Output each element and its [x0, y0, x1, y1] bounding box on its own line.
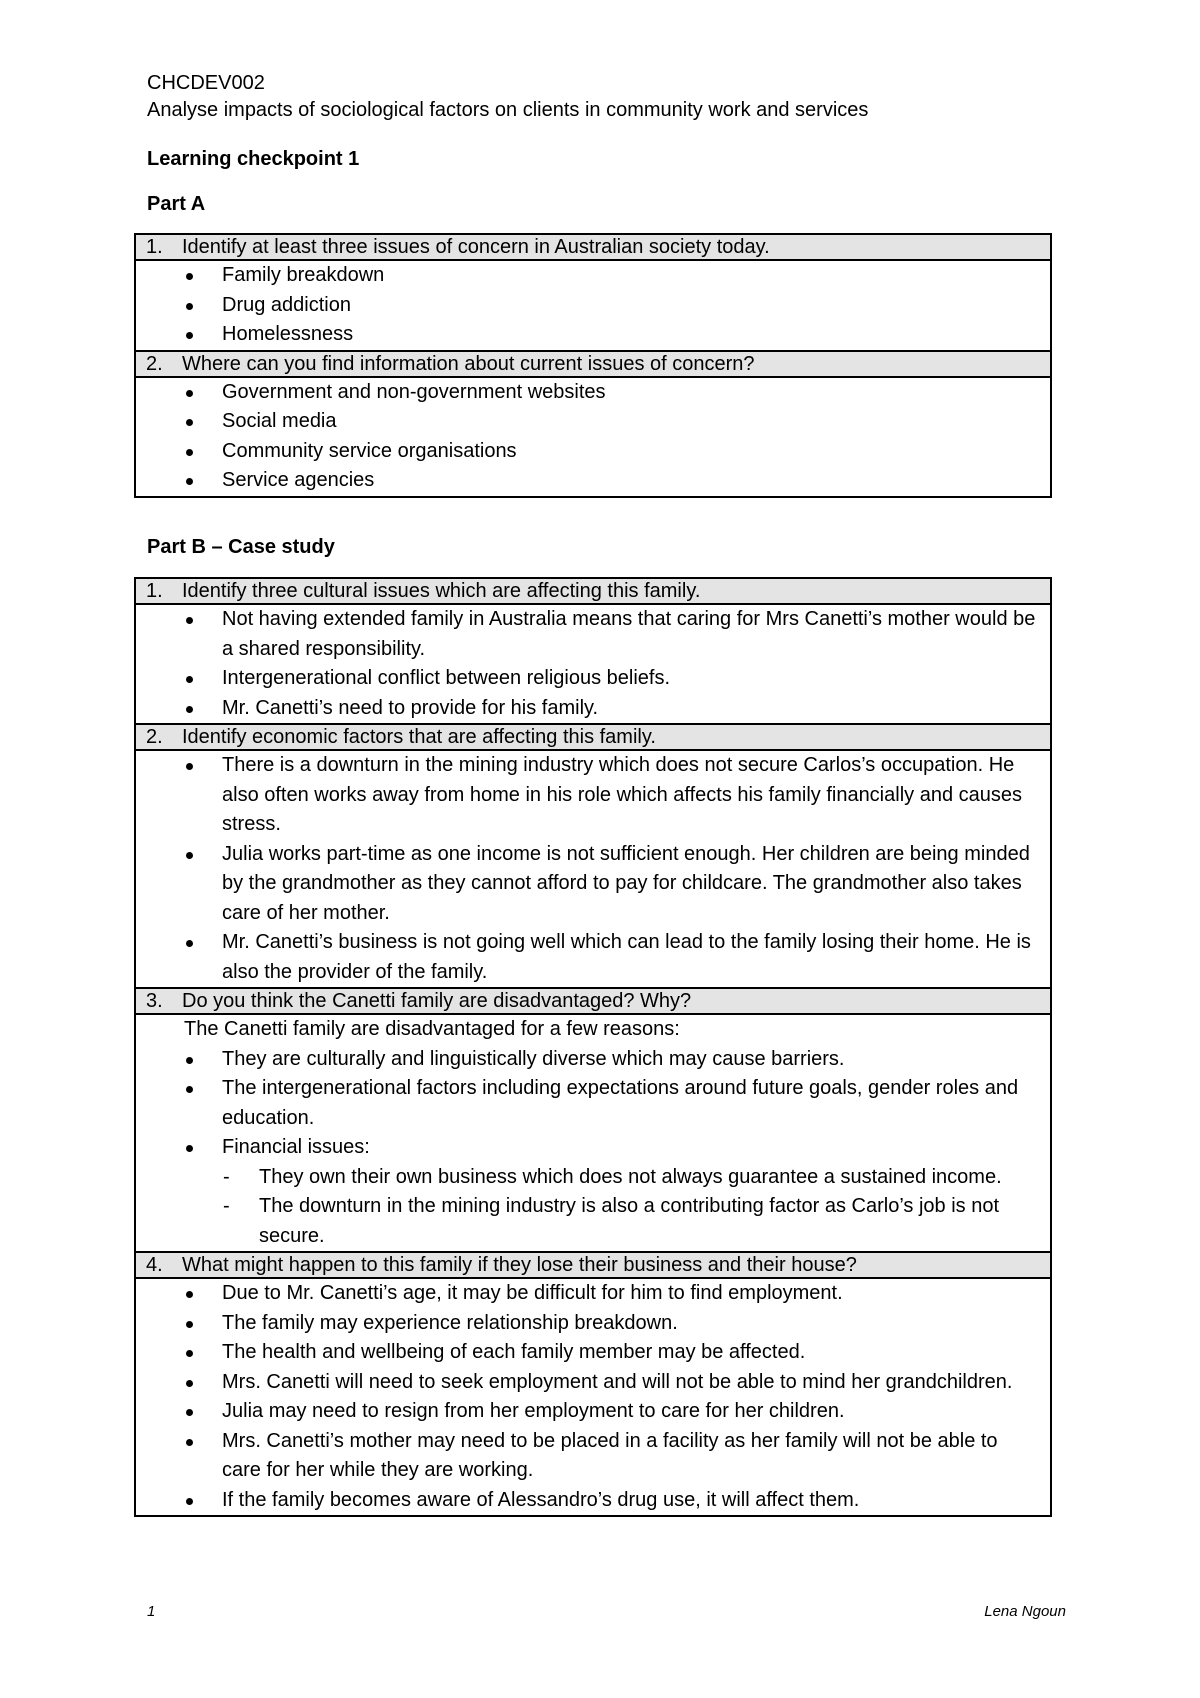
list-item: Service agencies	[222, 466, 1036, 496]
list-item: If the family becomes aware of Alessandro’s drug use, it will affect them.	[222, 1486, 1036, 1516]
list-item: Mrs. Canetti will need to seek employment and will not be able to mind her grandchildren.	[222, 1368, 1036, 1398]
list-item: Intergenerational conflict between religious beliefs.	[222, 664, 1036, 694]
list-item: Julia may need to resign from her employment to care for her children.	[222, 1397, 1036, 1427]
list-item: Due to Mr. Canetti’s age, it may be difficult for him to find employment.	[222, 1279, 1036, 1309]
answer-cell	[135, 260, 1051, 351]
answer-cell	[135, 377, 1051, 497]
answer-list	[146, 751, 1050, 987]
sub-list	[222, 1163, 1036, 1252]
answer-list	[146, 605, 1050, 723]
list-item: Community service organisations	[222, 437, 1036, 467]
question-text: What might happen to this family if they lose their business and their house?	[182, 1254, 857, 1276]
answer-cell	[135, 604, 1051, 724]
page-number: 1	[147, 1603, 156, 1620]
question-row	[135, 234, 1051, 260]
answer-list	[146, 261, 1050, 350]
list-item: Government and non-government websites	[222, 378, 1036, 408]
list-item: The intergenerational factors including expectations around future goals, gender roles and education.	[222, 1074, 1036, 1133]
part-b-title: Part B – Case study	[147, 536, 335, 558]
document-header	[147, 70, 868, 124]
part-b-table	[134, 577, 1052, 1517]
question-text: Do you think the Canetti family are disadvantaged? Why?	[182, 990, 692, 1012]
list-item: Family breakdown	[222, 261, 1036, 291]
footer-author: Lena Ngoun	[984, 1603, 1066, 1620]
question-number: 2.	[146, 726, 163, 748]
answer-list	[146, 1045, 1050, 1252]
question-row	[135, 578, 1051, 604]
list-item	[222, 1133, 1036, 1251]
question-row	[135, 351, 1051, 377]
answer-intro: The Canetti family are disadvantaged for a few reasons:	[184, 1018, 680, 1040]
unit-code: CHCDEV002	[147, 72, 265, 94]
question-number: 1.	[146, 236, 163, 258]
question-number: 1.	[146, 580, 163, 602]
question-text: Identify at least three issues of concern in Australian society today.	[182, 236, 770, 258]
sub-list-item: - They own their own business which does not always guarantee a sustained income.	[259, 1163, 1022, 1193]
list-item: Mr. Canetti’s business is not going well which can lead to the family losing their home. He is also the provider of the family.	[222, 928, 1036, 987]
part-a-title: Part A	[147, 193, 206, 215]
question-text: Identify economic factors that are affecting this family.	[182, 726, 656, 748]
list-item: There is a downturn in the mining industry which does not secure Carlos’s occupation. He also often works away from home in his role which affects his family financially and causes stress.	[222, 751, 1036, 840]
question-number: 2.	[146, 352, 163, 375]
list-item: Drug addiction	[222, 291, 1036, 321]
list-item: Not having extended family in Australia means that caring for Mrs Canetti’s mother would be a shared responsibility.	[222, 605, 1036, 664]
list-item-text: Financial issues:	[222, 1136, 370, 1158]
answer-list	[146, 378, 1050, 496]
sub-list-item: - The downturn in the mining industry is also a contributing factor as Carlo’s job is not secure.	[259, 1192, 1022, 1251]
answer-list	[146, 1279, 1050, 1515]
question-row	[135, 724, 1051, 750]
list-item: Social media	[222, 407, 1036, 437]
answer-cell	[135, 1014, 1051, 1252]
checkpoint-title: Learning checkpoint 1	[147, 148, 360, 170]
question-row	[135, 988, 1051, 1014]
list-item: Julia works part-time as one income is not sufficient enough. Her children are being minded by the grandmother as they cannot afford to pay for childcare. The grandmother also takes care of her mother.	[222, 840, 1036, 929]
question-number: 4.	[146, 1254, 163, 1276]
question-number: 3.	[146, 990, 163, 1012]
list-item: Homelessness	[222, 320, 1036, 350]
answer-cell	[135, 750, 1051, 988]
list-item: Mrs. Canetti’s mother may need to be placed in a facility as her family will not be able to care for her while they are working.	[222, 1427, 1036, 1486]
answer-cell	[135, 1278, 1051, 1516]
question-row	[135, 1252, 1051, 1278]
list-item: They are culturally and linguistically diverse which may cause barriers.	[222, 1045, 1036, 1075]
list-item: The health and wellbeing of each family member may be affected.	[222, 1338, 1036, 1368]
question-text: Identify three cultural issues which are affecting this family.	[182, 580, 701, 602]
part-a-table	[134, 233, 1052, 498]
question-text: Where can you find information about current issues of concern?	[182, 352, 755, 375]
list-item: Mr. Canetti’s need to provide for his family.	[222, 694, 1036, 724]
unit-title: Analyse impacts of sociological factors on clients in community work and services	[147, 99, 869, 121]
list-item: The family may experience relationship breakdown.	[222, 1309, 1036, 1339]
